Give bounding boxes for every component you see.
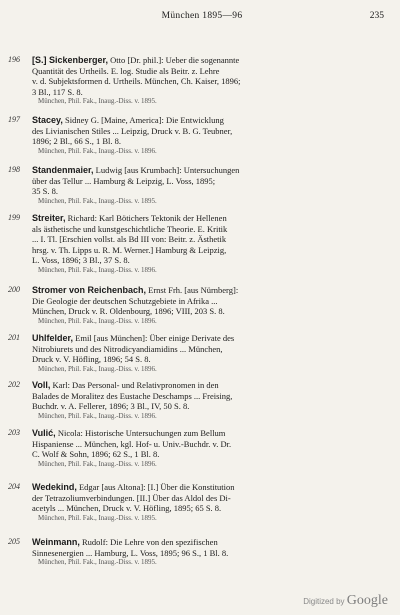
bibliography-entry	[8, 482, 388, 523]
entry-number: 202	[8, 380, 20, 389]
running-header	[18, 11, 386, 25]
entry-title-start: Karl: Das Personal- und Relativpronomen in den	[50, 380, 219, 390]
author-name: Stacey,	[32, 115, 63, 125]
entry-line: ... I. Tl. [Erschien vollst. als Bd III von: Beitr. z. Ästhetik	[32, 234, 227, 245]
entry-first-line	[32, 482, 388, 493]
entry-title-start: Rudolf: Die Lehre von den spezifischen	[79, 537, 218, 547]
entry-line: Nitrobiurets und des Nitrodicyandiamidins ... München,	[32, 343, 223, 354]
entry-title-start: Ernst Frh. [aus Nürnberg]:	[146, 285, 239, 295]
google-watermark	[303, 593, 388, 609]
entry-first-line	[32, 115, 388, 126]
dissertation-note: München, Phil. Fak., Inaug.-Diss. v. 1896.	[38, 459, 157, 468]
entry-number: 204	[8, 482, 20, 491]
dissertation-note: München, Phil. Fak., Inaug.-Diss. v. 1896.	[38, 364, 157, 373]
author-name: Standenmaier,	[32, 165, 94, 175]
header-title: München 1895—96	[161, 11, 243, 21]
entry-line: 35 S. 8.	[32, 186, 58, 197]
watermark-prefix: Digitized by	[303, 597, 345, 606]
entry-line: München, Druck v. R. Oldenbourg, 1896; VIII, 203 S. 8.	[32, 306, 225, 317]
entry-title-start: Richard: Karl Bötichers Tektonik der Hellenen	[65, 213, 227, 223]
entry-first-line	[32, 537, 388, 548]
entry-title-start: Otto [Dr. phil.]: Ueber die sogenannte	[108, 55, 240, 65]
entry-number: 205	[8, 537, 20, 546]
entry-first-line	[32, 165, 388, 176]
entry-line: Buchdr. v. A. Fellerer, 1896; 3 Bl., IV, 50 S. 8.	[32, 401, 190, 412]
dissertation-note: München, Phil. Fak., Inaug.-Diss. v. 1895.	[38, 196, 157, 205]
bibliography-entry	[8, 380, 388, 421]
author-name: Voll,	[32, 380, 51, 390]
entry-number: 203	[8, 428, 20, 437]
entry-line: Die Geologie der deutschen Schutzgebiete in Afrika ...	[32, 295, 218, 306]
bibliography-entry	[8, 537, 388, 567]
entry-line: Sinnesenergien ... Hamburg, L. Voss, 1895; 96 S., 1 Bl. 8.	[32, 547, 229, 558]
entry-title-start: Edgar [aus Altona]: [I.] Über die Konstitution	[76, 482, 235, 492]
entry-first-line	[32, 213, 388, 224]
dissertation-note: München, Phil. Fak., Inaug.-Diss. v. 1896.	[38, 265, 157, 274]
author-name: [S.] Sickenberger,	[32, 55, 109, 65]
dissertation-note: München, Phil. Fak., Inaug.-Diss. v. 1895.	[38, 97, 157, 106]
dissertation-note: München, Phil. Fak., Inaug.-Diss. v. 1895.	[38, 513, 157, 522]
entry-title-start: Emil [aus München]: Über einige Derivate des	[73, 333, 235, 343]
bibliography-entry	[8, 285, 388, 326]
entry-line: Balades de Moralitez des Eustache Deschamps ... Freising,	[32, 390, 233, 401]
author-name: Streiter,	[32, 213, 66, 223]
watermark-brand: Google	[346, 593, 388, 608]
dissertation-note: München, Phil. Fak., Inaug.-Diss. v. 1896.	[38, 146, 157, 155]
entry-title-start: Sidney G. [Maine, America]: Die Entwicklung	[62, 115, 224, 125]
entry-line: über das Tellur ... Hamburg & Leipzig, L. Voss, 1895;	[32, 175, 216, 186]
entry-line: Quantität des Urtheils. E. log. Studie als Beitr. z. Lehre	[32, 65, 220, 76]
entry-line: Hispaniense ... München, kgl. Hof- u. Univ.-Buchdr. v. Dr.	[32, 438, 232, 449]
bibliography-entry	[8, 115, 388, 156]
entry-line: Druck v. V. Höfling, 1896; 54 S. 8.	[32, 354, 151, 365]
entry-line: hrsg. v. Th. Lipps u. R. M. Werner.] Hamburg & Leipzig,	[32, 244, 227, 255]
entry-number: 197	[8, 115, 20, 124]
bibliography-entry	[8, 333, 388, 374]
author-name: Stromer von Reichenbach,	[32, 285, 147, 295]
author-name: Wedekind,	[32, 482, 77, 492]
entry-line: acetyls ... München, Druck v. V. Höfling, 1895; 65 S. 8.	[32, 503, 222, 514]
entry-first-line	[32, 55, 388, 66]
author-name: Weinmann,	[32, 537, 80, 547]
entry-title-start: Ludwig [aus Krumbach]: Untersuchungen	[93, 165, 240, 175]
entry-line: C. Wolf & Sohn, 1896; 62 S., 1 Bl. 8.	[32, 449, 160, 460]
entry-first-line	[32, 380, 388, 391]
entry-title-start: Nicola: Historische Untersuchungen zum Bellum	[55, 428, 226, 438]
entry-line: der Tetrazoliumverbindungen. [II.] Über das Aldol des Di-	[32, 492, 231, 503]
entry-line: 3 Bl., 117 S. 8.	[32, 86, 83, 97]
entry-line: 1896; 2 Bl., 66 S., 1 Bl. 8.	[32, 136, 122, 147]
entry-line: als ästhetische und kunstgeschichtliche Theorie. E. Kritik	[32, 223, 228, 234]
bibliography-entry	[8, 165, 388, 206]
entry-line: des Livianischen Stiles ... Leipzig, Druck v. B. G. Teubner,	[32, 125, 233, 136]
dissertation-note: München, Phil. Fak., Inaug.-Diss. v. 1896.	[38, 411, 157, 420]
dissertation-note: München, Phil. Fak., Inaug.-Diss. v. 1896.	[38, 316, 157, 325]
entry-number: 200	[8, 285, 20, 294]
entry-number: 198	[8, 165, 20, 174]
author-name: Uhlfelder,	[32, 333, 74, 343]
dissertation-note: München, Phil. Fak., Inaug.-Diss. v. 1895.	[38, 558, 157, 567]
entry-number: 201	[8, 333, 20, 342]
entry-first-line	[32, 285, 388, 296]
bibliography-entry	[8, 55, 388, 106]
page-number: 235	[369, 11, 384, 21]
entry-number: 196	[8, 55, 20, 64]
entry-first-line	[32, 428, 388, 439]
bibliography-entry	[8, 428, 388, 469]
entry-first-line	[32, 333, 388, 344]
bibliography-entry	[8, 213, 388, 275]
entry-number: 199	[8, 213, 20, 222]
entry-line: v. d. Subjektsformen d. Urtheils. München, Ch. Kaiser, 1896;	[32, 76, 241, 87]
author-name: Vulić,	[32, 428, 56, 438]
entry-line: L. Voss, 1896; 3 Bl., 37 S. 8.	[32, 255, 130, 266]
